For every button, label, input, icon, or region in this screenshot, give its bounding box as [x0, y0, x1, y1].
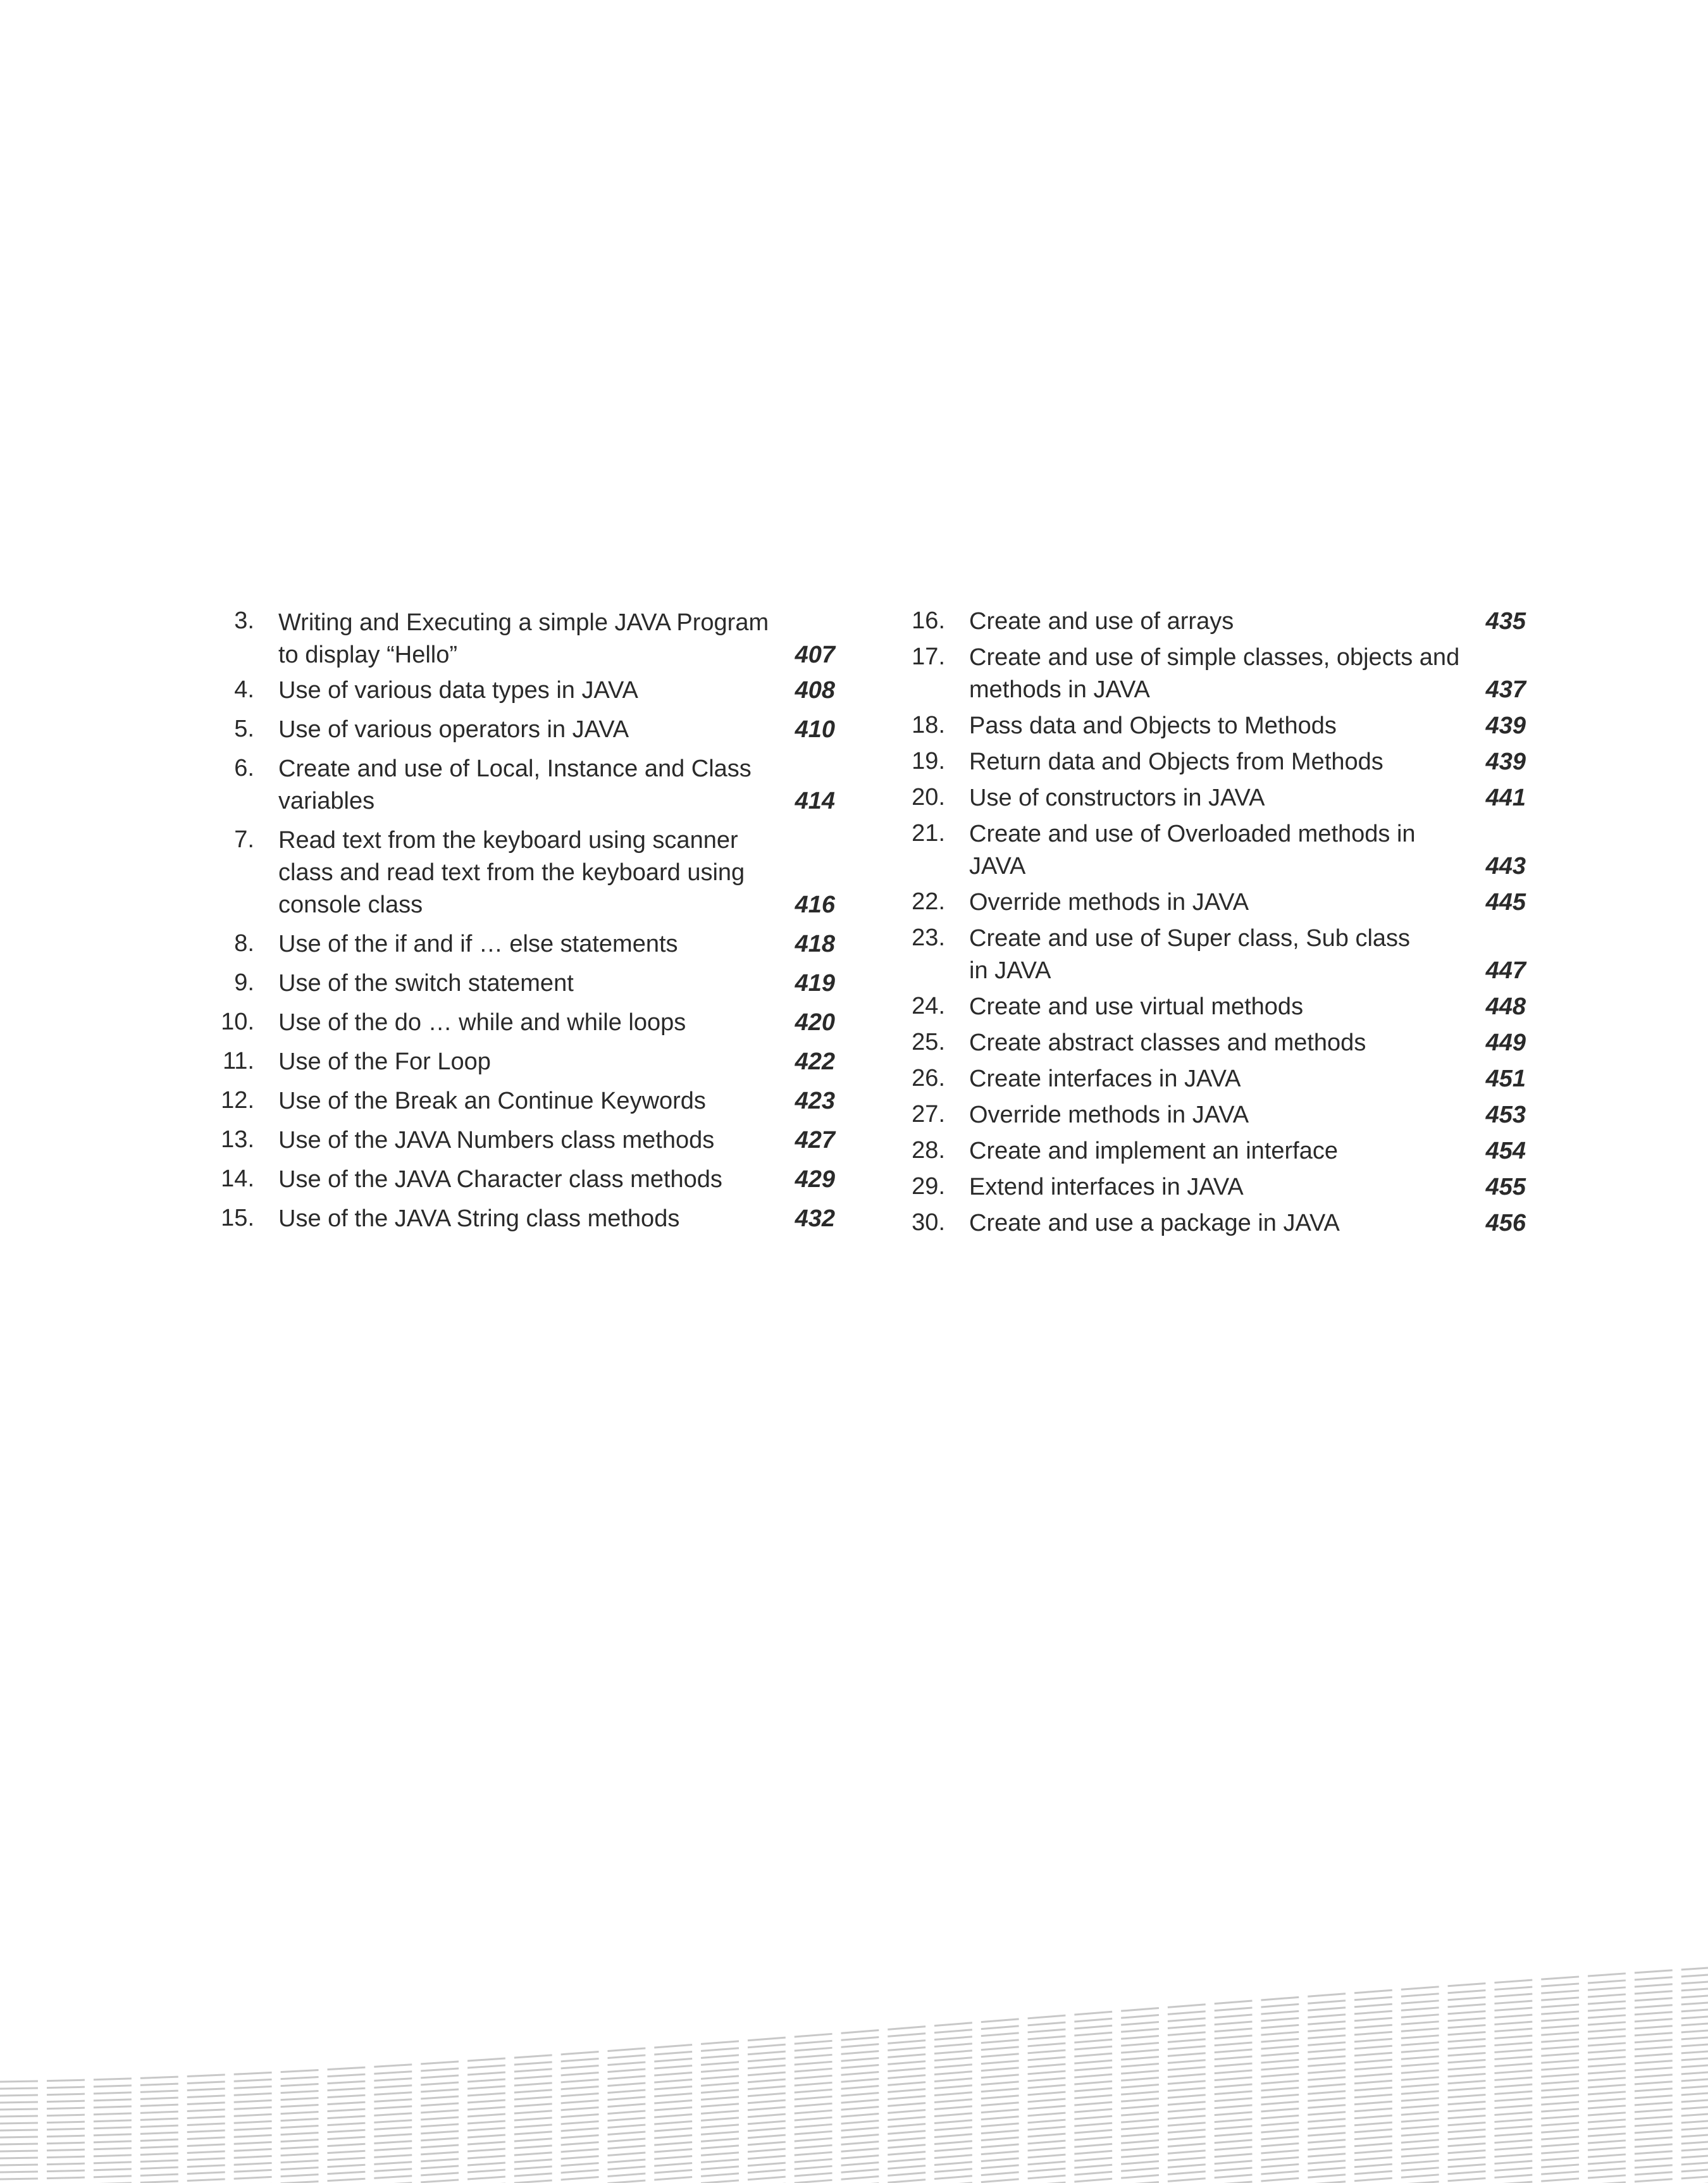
toc-entry-title: Override methods in JAVA — [969, 1102, 1249, 1128]
toc-entry — [215, 1163, 835, 1196]
toc-entry-title: Use of the JAVA Numbers class methods — [278, 1127, 715, 1154]
toc-entry — [215, 752, 835, 818]
toc-entry — [215, 713, 835, 746]
toc-entry-title: Create interfaces in JAVA — [969, 1066, 1241, 1092]
toc-entry-page: 439 — [1485, 749, 1526, 775]
toc-entry — [905, 818, 1526, 883]
toc-entry-title: Create abstract classes and methods — [969, 1029, 1366, 1056]
decorative-wave-lines — [0, 1930, 1708, 2183]
toc-entry-title: Writing and Executing a simple JAVA Program to display “Hello” — [278, 609, 769, 668]
toc-entry-number: 20. — [912, 784, 945, 811]
toc-entry-title: Create and use a package in JAVA — [969, 1210, 1340, 1236]
toc-entry-page: 416 — [795, 892, 835, 918]
toc-entry — [905, 1171, 1526, 1203]
toc-entry — [215, 605, 835, 671]
toc-entry — [905, 781, 1526, 814]
toc-entry — [905, 745, 1526, 778]
toc-entry-title: Pass data and Objects to Methods — [969, 712, 1337, 739]
toc-entry-title: Create and use of arrays — [969, 608, 1234, 635]
toc-entry-page: 448 — [1485, 993, 1526, 1020]
toc-entry-page: 420 — [795, 1009, 835, 1036]
toc-entry — [215, 824, 835, 921]
toc-entry-page: 423 — [795, 1088, 835, 1114]
toc-entry-number: 5. — [234, 716, 254, 742]
toc-entry — [215, 928, 835, 961]
toc-entry-number: 16. — [912, 607, 945, 634]
toc-entry-title: Create and implement an interface — [969, 1138, 1338, 1164]
toc-entry — [905, 1207, 1526, 1240]
toc-entry — [905, 1062, 1526, 1095]
toc-entry-title: Create and use virtual methods — [969, 993, 1304, 1020]
toc-entry-page: 447 — [1485, 957, 1526, 984]
toc-entry-number: 7. — [234, 826, 254, 853]
toc-entry-page: 451 — [1485, 1066, 1526, 1092]
toc-entry-number: 24. — [912, 993, 945, 1019]
toc-entry-title: Override methods in JAVA — [969, 889, 1249, 916]
toc-entry-title: Use of the do … while and while loops — [278, 1009, 686, 1036]
toc-entry — [905, 641, 1526, 706]
toc-entry — [215, 967, 835, 1000]
toc-entry-number: 12. — [221, 1087, 254, 1114]
toc-entry-page: 435 — [1485, 608, 1526, 635]
toc-entry — [905, 709, 1526, 742]
toc-entry-number: 21. — [912, 820, 945, 847]
toc-entry — [905, 605, 1526, 638]
toc-entry-title: Extend interfaces in JAVA — [969, 1174, 1244, 1200]
toc-entry-title: Use of the Break an Continue Keywords — [278, 1088, 706, 1114]
toc-entry-number: 28. — [912, 1137, 945, 1164]
toc-entry-title: Read text from the keyboard using scanner class and read text from the keyboard using console class — [278, 827, 745, 918]
toc-entry — [905, 990, 1526, 1023]
toc-entry-number: 19. — [912, 748, 945, 774]
toc-entry-page: 441 — [1485, 785, 1526, 811]
toc-entry-title: Use of the For Loop — [278, 1048, 491, 1075]
toc-entry-number: 8. — [234, 930, 254, 957]
toc-entry — [905, 1026, 1526, 1059]
toc-entry-title: Create and use of Overloaded methods in JAVA — [969, 821, 1416, 880]
toc-entry-title: Create and use of Super class, Sub class in JAVA — [969, 925, 1411, 984]
toc-entry-page: 445 — [1485, 889, 1526, 916]
toc-entry-title: Use of the switch statement — [278, 970, 574, 997]
toc-entry — [215, 1045, 835, 1078]
toc-entry-number: 29. — [912, 1173, 945, 1200]
toc-entry-page: 432 — [795, 1205, 835, 1232]
toc-entry-page: 407 — [795, 642, 835, 668]
toc-entry-page: 410 — [795, 716, 835, 743]
toc-entry-title: Use of various data types in JAVA — [278, 677, 638, 704]
toc-entry-page: 419 — [795, 970, 835, 997]
toc-entry-number: 15. — [221, 1205, 254, 1231]
toc-entry-number: 23. — [912, 924, 945, 951]
toc-entry-title: Use of various operators in JAVA — [278, 716, 629, 743]
toc-entry-number: 9. — [234, 969, 254, 996]
toc-entry — [215, 1006, 835, 1039]
toc-entry-number: 17. — [912, 644, 945, 670]
toc-entry — [215, 1124, 835, 1157]
toc-entry-title: Use of the JAVA String class methods — [278, 1205, 680, 1232]
toc-entry-page: 443 — [1485, 853, 1526, 880]
toc-entry-page: 439 — [1485, 712, 1526, 739]
toc-entry-page: 449 — [1485, 1029, 1526, 1056]
toc-entry — [215, 1202, 835, 1235]
toc-entry-page: 437 — [1485, 676, 1526, 703]
toc-entry-number: 27. — [912, 1101, 945, 1128]
toc-entry-number: 6. — [234, 755, 254, 781]
toc-entry-number: 26. — [912, 1065, 945, 1092]
toc-entry-number: 30. — [912, 1209, 945, 1236]
toc-entry-page: 422 — [795, 1048, 835, 1075]
toc-entry — [905, 1135, 1526, 1167]
toc-column-right — [905, 605, 1526, 1243]
toc-entry-number: 3. — [234, 607, 254, 634]
toc-entry-number: 25. — [912, 1029, 945, 1055]
toc-entry — [905, 922, 1526, 987]
toc-entry — [215, 674, 835, 707]
toc-entry-number: 4. — [234, 676, 254, 703]
toc-entry-page: 456 — [1485, 1210, 1526, 1236]
toc-entry-number: 22. — [912, 888, 945, 915]
toc-entry-page: 454 — [1485, 1138, 1526, 1164]
wave-line — [0, 1968, 1708, 2082]
toc-entry — [905, 886, 1526, 919]
toc-entry-page: 408 — [795, 677, 835, 704]
toc-entry-title: Create and use of Local, Instance and Class variables — [278, 756, 752, 814]
toc-entry — [905, 1098, 1526, 1131]
toc-entry-title: Create and use of simple classes, objects and methods in JAVA — [969, 644, 1460, 703]
toc-column-left — [215, 605, 835, 1241]
toc-entry-page: 414 — [795, 788, 835, 814]
toc-entry-title: Use of the JAVA Character class methods — [278, 1166, 722, 1193]
toc-entry — [215, 1085, 835, 1117]
toc-entry-page: 429 — [795, 1166, 835, 1193]
toc-entry-page: 455 — [1485, 1174, 1526, 1200]
toc-entry-title: Use of the if and if … else statements — [278, 931, 678, 957]
toc-entry-number: 10. — [221, 1009, 254, 1035]
toc-entry-number: 13. — [221, 1126, 254, 1153]
toc-entry-page: 418 — [795, 931, 835, 957]
toc-entry-number: 18. — [912, 712, 945, 738]
toc-entry-page: 453 — [1485, 1102, 1526, 1128]
toc-entry-number: 14. — [221, 1166, 254, 1192]
toc-entry-title: Return data and Objects from Methods — [969, 749, 1383, 775]
toc-entry-page: 427 — [795, 1127, 835, 1154]
toc-entry-number: 11. — [222, 1048, 254, 1074]
toc-entry-title: Use of constructors in JAVA — [969, 785, 1265, 811]
